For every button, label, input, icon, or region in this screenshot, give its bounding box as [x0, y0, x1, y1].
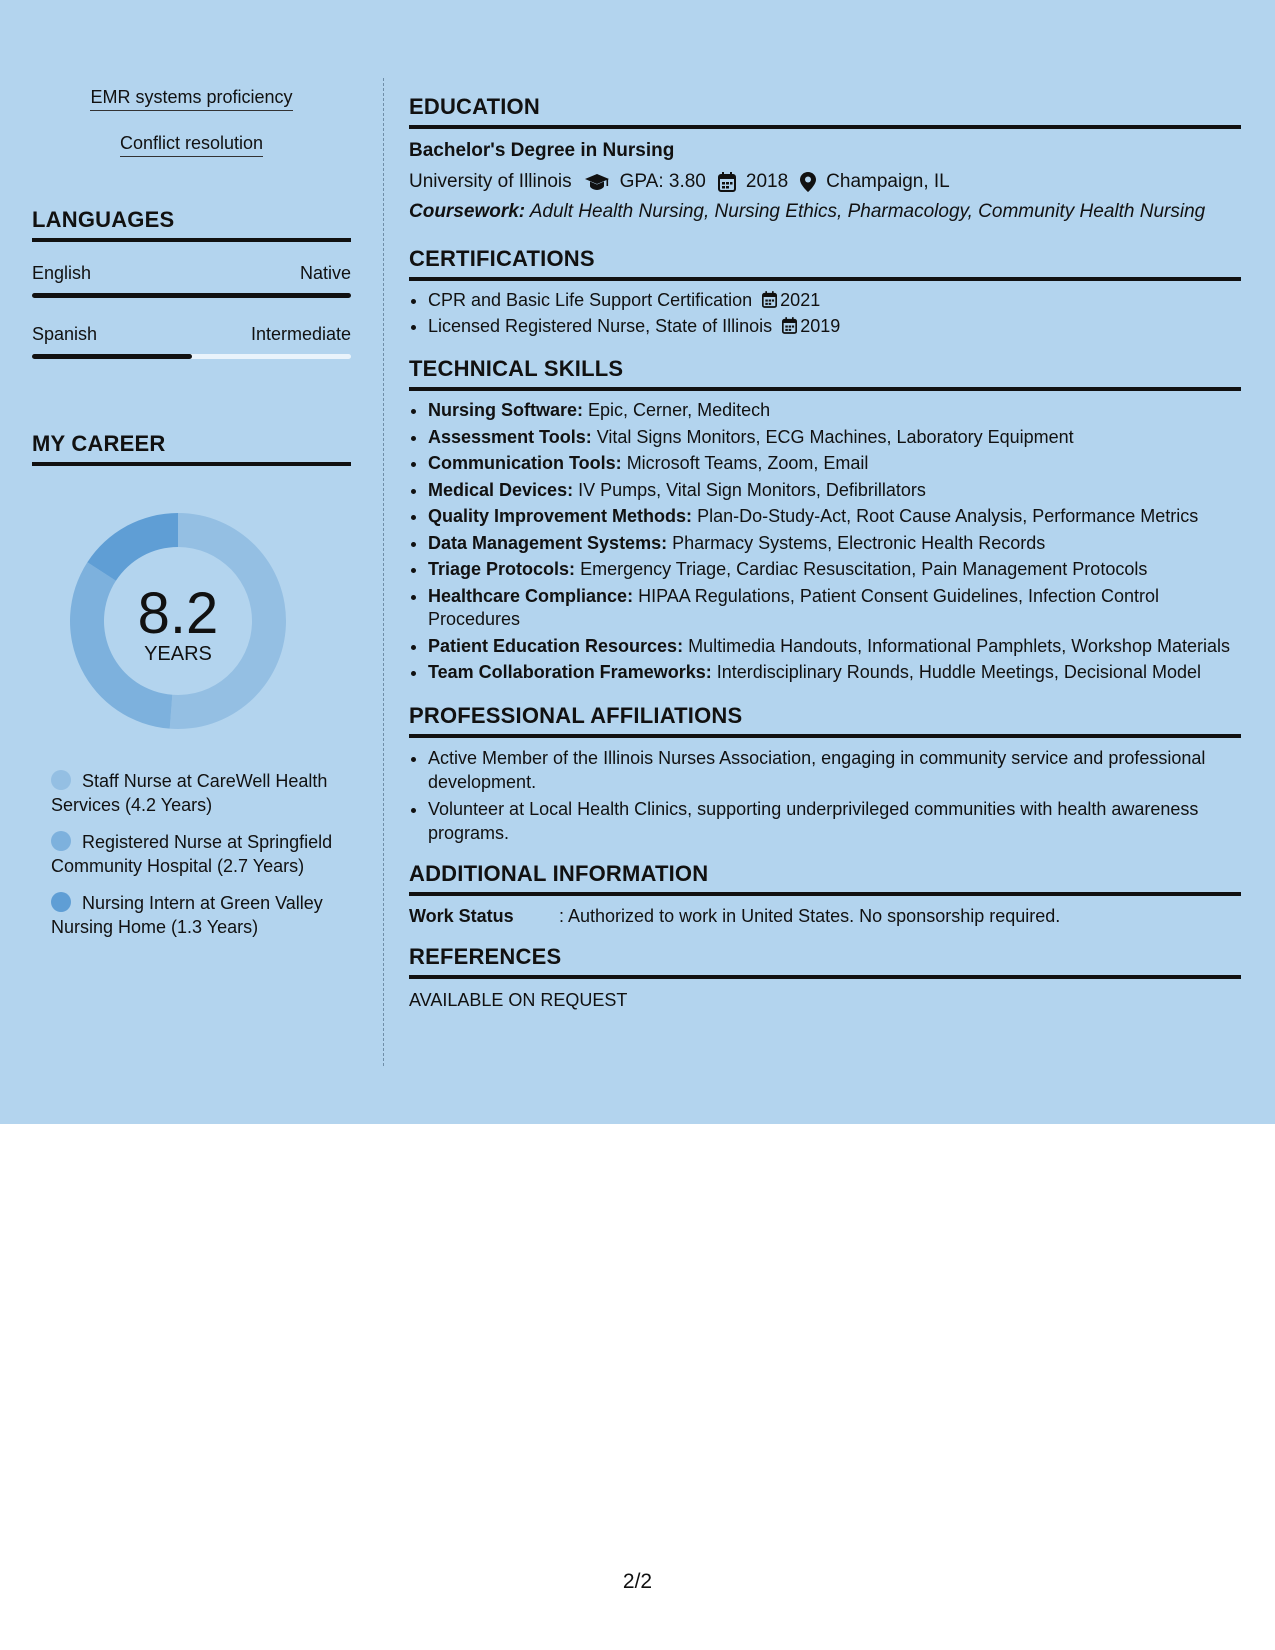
certifications-heading: CERTIFICATIONS — [409, 246, 1241, 281]
skill-category: Quality Improvement Methods: — [428, 506, 693, 526]
career-heading: MY CAREER — [32, 431, 351, 466]
references-text: AVAILABLE ON REQUEST — [409, 989, 628, 1010]
language-english — [32, 262, 351, 298]
calendar-icon — [762, 291, 777, 308]
language-bar — [32, 293, 351, 298]
affiliations-section — [409, 703, 1241, 845]
work-status-value: : Authorized to work in United States. No sponsorship required. — [559, 905, 1061, 926]
legend-item — [51, 891, 341, 939]
education-section — [409, 94, 1241, 224]
language-level: Native — [299, 263, 351, 283]
technical-skills-heading: TECHNICAL SKILLS — [409, 356, 1241, 391]
graduation-cap-icon — [584, 173, 610, 191]
additional-info-section — [409, 861, 1241, 928]
languages-heading: LANGUAGES — [32, 207, 351, 242]
references-heading: REFERENCES — [409, 944, 1241, 979]
career-unit: YEARS — [144, 643, 212, 665]
legend-label: Registered Nurse at Springfield Community Hospital (2.7 Years) — [51, 832, 333, 876]
skill-item — [428, 505, 1241, 529]
skill-tag-label: EMR systems proficiency — [90, 86, 292, 111]
additional-info-heading: ADDITIONAL INFORMATION — [409, 861, 1241, 896]
skill-item — [428, 635, 1241, 659]
right-column — [409, 94, 1241, 1026]
school-name: University of Illinois — [409, 171, 572, 192]
legend-dot — [51, 831, 71, 851]
skill-values: Multimedia Handouts, Informational Pamphlets, Workshop Materials — [688, 635, 1230, 656]
technical-skills-section — [409, 356, 1241, 685]
language-bar-fill — [32, 293, 351, 298]
skill-values: HIPAA Regulations, Patient Consent Guidelines, Infection Control Procedures — [428, 585, 1160, 629]
skill-tag-label: Conflict resolution — [120, 132, 263, 157]
affiliation-item: • Active Member of the Illinois Nurses Association, engaging in community service and professional development. — [428, 746, 1241, 794]
career-donut-chart — [66, 509, 290, 733]
calendar-icon — [782, 317, 797, 334]
skill-tag — [32, 132, 351, 157]
skill-values: Epic, Cerner, Meditech — [588, 400, 771, 420]
skill-item — [428, 399, 1241, 423]
skill-item — [428, 479, 1241, 503]
coursework — [409, 200, 1241, 224]
affiliation-item: • Volunteer at Local Health Clinics, supporting underprivileged communities with health awareness programs. — [428, 797, 1241, 845]
work-status-row — [409, 904, 1241, 928]
skill-item — [428, 558, 1241, 582]
certification-name: Licensed Registered Nurse, State of Illinois — [428, 316, 773, 336]
skill-category: Triage Protocols: — [428, 559, 576, 579]
legend-dot — [51, 770, 71, 790]
skill-category: Data Management Systems: — [428, 532, 668, 553]
skill-item — [428, 532, 1241, 556]
skill-category: Communication Tools: — [428, 453, 622, 473]
skill-values: Pharmacy Systems, Electronic Health Records — [672, 532, 1046, 553]
coursework-label: Coursework: — [409, 201, 526, 222]
coursework-list: Adult Health Nursing, Nursing Ethics, Pharmacology, Community Health Nursing — [529, 201, 1206, 222]
certification-item — [428, 315, 1241, 338]
language-bar-fill — [32, 354, 192, 359]
certification-year: 2019 — [800, 316, 841, 336]
skill-category: Healthcare Compliance: — [428, 585, 634, 606]
affiliations-heading: PROFESSIONAL AFFILIATIONS — [409, 703, 1241, 738]
skill-item — [428, 452, 1241, 476]
references-section — [409, 944, 1241, 1012]
skill-category: Medical Devices: — [428, 479, 574, 500]
degree-title: Bachelor's Degree in Nursing — [409, 140, 675, 161]
location-pin-icon — [800, 172, 816, 192]
language-name: Spanish — [32, 324, 98, 344]
skill-values: Plan-Do-Study-Act, Root Cause Analysis, Performance Metrics — [697, 506, 1199, 526]
skill-item — [428, 426, 1241, 450]
legend-label: Nursing Intern at Green Valley Nursing Home (1.3 Years) — [51, 893, 323, 937]
work-status-label: Work Status — [409, 905, 514, 926]
skill-item — [428, 661, 1241, 685]
legend-label: Staff Nurse at CareWell Health Services (4.2 Years) — [51, 771, 328, 815]
gpa: GPA: 3.80 — [619, 171, 706, 192]
certification-name: CPR and Basic Life Support Certification — [428, 290, 753, 310]
skill-item — [428, 585, 1241, 632]
skill-values: IV Pumps, Vital Sign Monitors, Defibrillators — [578, 479, 926, 500]
career-total: 8.2 — [137, 581, 219, 646]
language-spanish — [32, 323, 351, 359]
language-name: English — [32, 263, 92, 283]
education-heading: EDUCATION — [409, 94, 1241, 129]
page-number: 2/2 — [622, 1570, 653, 1593]
certification-item — [428, 289, 1241, 312]
career-legend — [32, 769, 341, 939]
skill-tag — [32, 86, 351, 111]
graduation-year: 2018 — [745, 171, 789, 192]
skill-category: Assessment Tools: — [428, 426, 592, 447]
certification-year: 2021 — [780, 290, 821, 310]
legend-item — [51, 769, 341, 817]
left-column — [32, 86, 351, 952]
legend-dot — [51, 892, 71, 912]
skill-values: Microsoft Teams, Zoom, Email — [626, 453, 869, 473]
skill-category: Nursing Software: — [428, 400, 584, 420]
skill-category: Patient Education Resources: — [428, 635, 684, 656]
skill-category: Team Collaboration Frameworks: — [428, 662, 712, 682]
language-bar — [32, 354, 351, 359]
skill-values: Emergency Triage, Cardiac Resuscitation, Pain Management Protocols — [580, 559, 1148, 579]
education-details — [409, 170, 1241, 194]
school-location: Champaign, IL — [826, 171, 950, 192]
skill-values: Interdisciplinary Rounds, Huddle Meetings, Decisional Model — [716, 662, 1201, 682]
legend-item — [51, 830, 341, 878]
language-level: Intermediate — [250, 324, 351, 344]
calendar-icon — [718, 172, 736, 192]
certifications-section — [409, 246, 1241, 338]
skill-values: Vital Signs Monitors, ECG Machines, Laboratory Equipment — [596, 426, 1074, 447]
column-divider — [383, 78, 384, 1066]
